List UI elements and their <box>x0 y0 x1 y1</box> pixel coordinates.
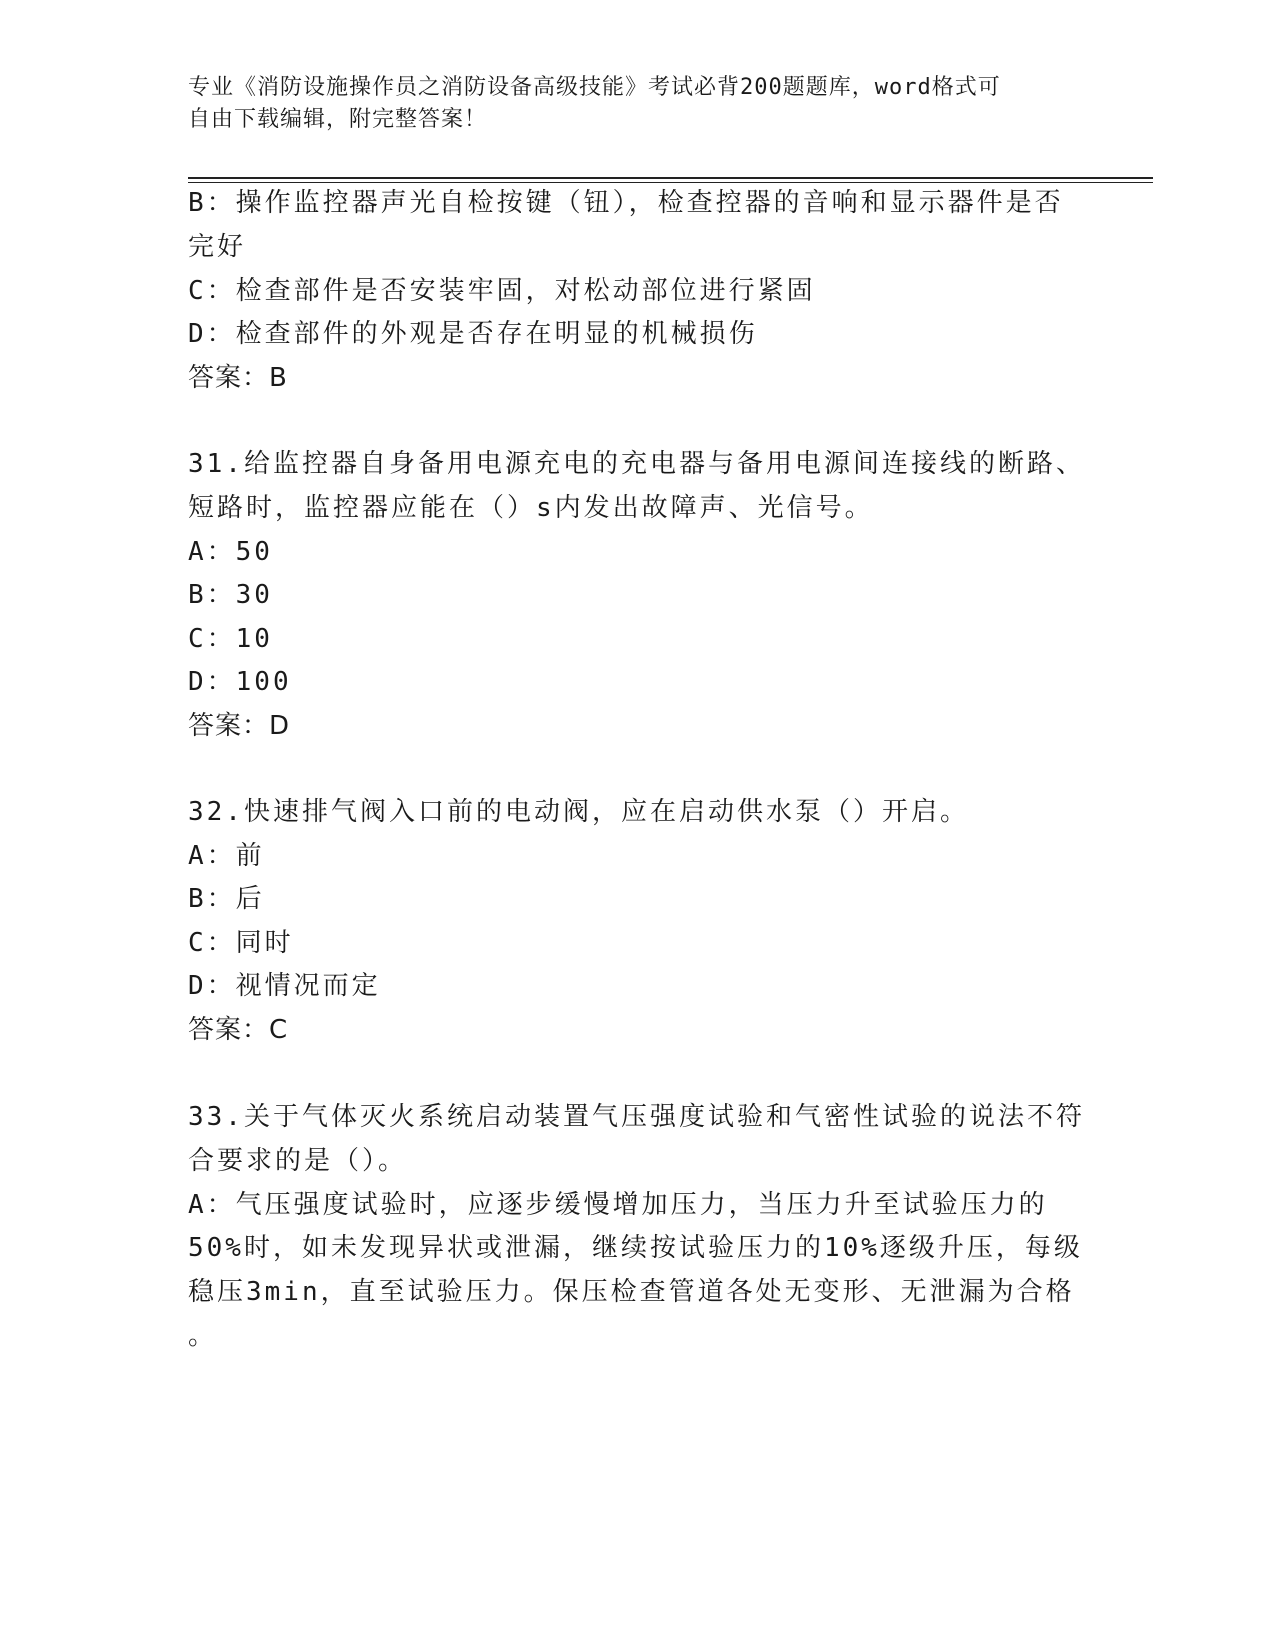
q30-answer: 答案：B <box>188 363 288 393</box>
q32-option-d: D：视情况而定 <box>188 971 381 1001</box>
header-line-2: 自由下载编辑，附完整答案！ <box>188 107 488 132</box>
document-header <box>188 72 1088 136</box>
q32-option-b: B：后 <box>188 884 265 914</box>
q33-option-a-line-2: 50%时，如未发现异状或泄漏，继续按试验压力的10%逐级升压，每级 <box>188 1233 1083 1263</box>
q32-option-a: A：前 <box>188 841 265 871</box>
q30-option-b-line-1: B：操作监控器声光自检按键（钮），检查控器的音响和显示器件是否 <box>188 188 1064 218</box>
q31-option-d: D：100 <box>188 667 292 697</box>
q30-option-b-line-2: 完好 <box>188 232 247 262</box>
q30-option-c: C：检查部件是否安装牢固，对松动部位进行紧固 <box>188 276 816 306</box>
q31-option-a: A：50 <box>188 537 273 567</box>
q32-option-c: C：同时 <box>188 928 294 958</box>
q31-stem-line-2: 短路时，监控器应能在（）s内发出故障声、光信号。 <box>188 493 874 523</box>
q33-option-a-line-1: A：气压强度试验时，应逐步缓慢增加压力，当压力升至试验压力的 <box>188 1190 1048 1220</box>
q31-answer: 答案：D <box>188 711 291 741</box>
q31-option-c: C：10 <box>188 624 273 654</box>
q31-stem-line-1: 31.给监控器自身备用电源充电的充电器与备用电源间连接线的断路、 <box>188 449 1085 479</box>
q30-option-d: D：检查部件的外观是否存在明显的机械损伤 <box>188 319 758 349</box>
q33-stem-line-2: 合要求的是（）。 <box>188 1146 408 1176</box>
q33-option-a-line-3: 稳压3min，直至试验压力。保压检查管道各处无变形、无泄漏为合格 <box>188 1277 1075 1307</box>
header-divider-thin <box>188 182 1153 183</box>
header-divider-thick <box>188 177 1153 179</box>
q33-option-a-line-4: 。 <box>188 1321 218 1351</box>
header-line-1: 专业《消防设施操作员之消防设备高级技能》考试必背200题题库，word格式可 <box>188 75 1001 100</box>
q33-stem-line-1: 33.关于气体灭火系统启动装置气压强度试验和气密性试验的说法不符 <box>188 1102 1085 1132</box>
q32-answer: 答案：C <box>188 1015 289 1045</box>
q32-stem: 32.快速排气阀入口前的电动阀，应在启动供水泵（）开启。 <box>188 797 969 827</box>
q31-option-b: B：30 <box>188 580 273 610</box>
